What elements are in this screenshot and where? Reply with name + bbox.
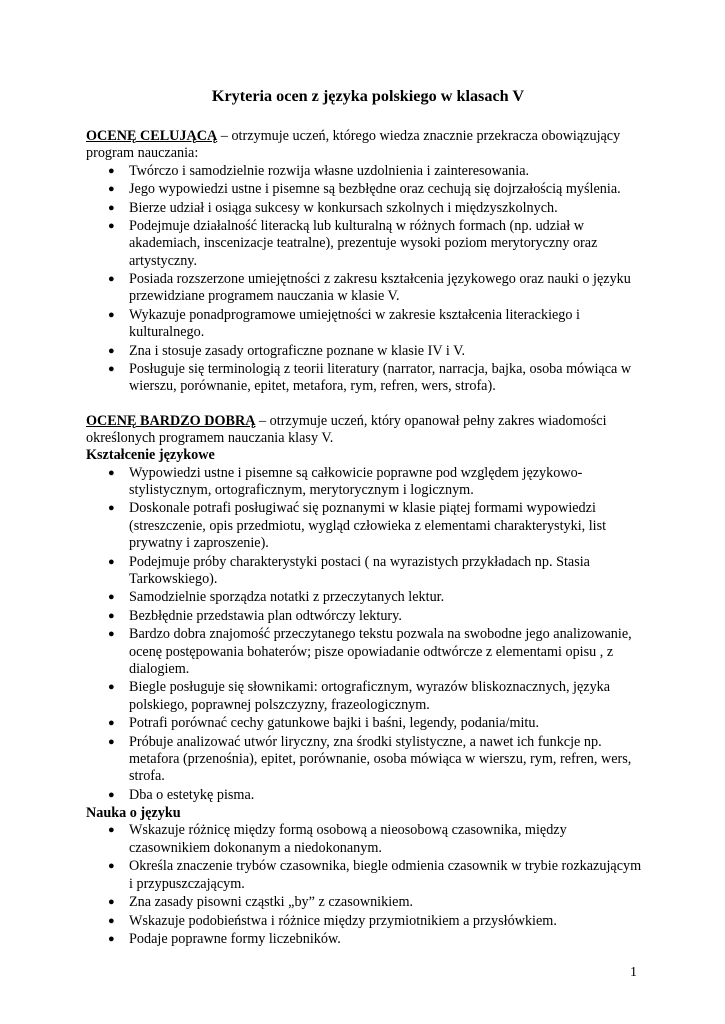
list-item [86,822,646,857]
bullet-icon: ● [108,502,115,515]
bardzo-dobra-intro [86,413,646,448]
list-item [86,271,646,306]
list-item [86,163,646,180]
subheading-nauka: Nauka o języku [86,805,181,822]
section-bardzo-dobra [86,413,646,949]
list-item-text: Określa znaczenie trybów czasownika, biegle odmienia czasownik w trybie rozkazującym i przypuszczającym. [129,858,642,892]
list-item [86,343,646,360]
bullet-icon: ● [108,681,115,694]
bullet-icon: ● [108,344,115,357]
list-item-text: Potrafi porównać cechy gatunkowe bajki i baśni, legendy, podania/mitu. [129,715,540,732]
bullet-icon: ● [108,273,115,286]
list-item-text: Dba o estetykę pisma. [129,786,255,803]
bullet-icon: ● [108,717,115,730]
nauka-list [86,822,646,948]
grade-label-bardzo-dobra: OCENĘ BARDZO DOBRĄ [86,412,256,429]
list-item [86,307,646,342]
list-item [86,589,646,606]
section-celujaca [86,128,646,396]
bullet-icon: ● [108,896,115,909]
list-item [86,608,646,625]
list-item-text: Wykazuje ponadprogramowe umiejętności w zakresie kształcenia literackiego i kulturalnego. [129,306,580,341]
list-item-text: Wskazuje podobieństwa i różnice między przymiotnikiem a przysłówkiem. [129,912,557,929]
bullet-icon: ● [108,183,115,196]
list-item-text: Podejmuje próby charakterystyki postaci ( na wyrazistych przykładach np. Stasia Tarkowskiego). [129,553,590,587]
list-item [86,913,646,930]
list-item [86,218,646,270]
list-item [86,181,646,198]
list-item [86,200,646,217]
list-item-text: Zna zasady pisowni cząstki „by” z czasownikiem. [129,894,414,911]
bullet-icon: ● [108,220,115,233]
list-item-text: Bezbłędnie przedstawia plan odtwórczy lektury. [129,607,402,624]
list-item [86,679,646,714]
subheading-ksztalcenie: Kształcenie językowe [86,447,215,464]
celujaca-intro [86,128,646,163]
list-item [86,931,646,948]
list-item-text: Podejmuje działalność literacką lub kulturalną w różnych formach (np. udział w akademiach, inscenizacje teatralne), prezentuje wysoki poziom merytoryczny oraz artystyczny. [129,218,598,269]
bullet-icon: ● [108,933,115,945]
bullet-icon: ● [108,308,115,321]
bullet-icon: ● [108,788,115,801]
list-item-text: Twórczo i samodzielnie rozwija własne uzdolnienia i zainteresowania. [129,162,530,179]
list-item-text: Posiada rozszerzone umiejętności z zakresu kształcenia językowego oraz nauki o języku przewidziane programem nauczania w klasie V. [129,271,631,305]
ksztalcenie-list [86,465,646,804]
bullet-icon: ● [108,591,115,604]
bullet-icon: ● [108,555,115,568]
celujaca-intro-text: – otrzymuje uczeń, którego wiedza znacznie przekracza obowiązujący program nauczania: [86,128,621,162]
grade-label-celujaca: OCENĘ CELUJĄCĄ [86,128,218,144]
bullet-icon: ● [108,914,115,927]
list-item [86,554,646,589]
list-item-text: Próbuje analizować utwór liryczny, zna środki stylistyczne, a nawet ich funkcje np. metafora (przenośnia), epitet, porównanie, osoba mówiąca w wierszu, rym, refren, wers, strofa. [129,733,632,785]
list-item [86,894,646,911]
list-item [86,858,646,893]
list-item [86,465,646,500]
list-item-text: Doskonale potrafi posługiwać się poznanymi w klasie piątej formami wypowiedzi (streszczenie, opis przedmiotu, wygląd człowieka z elementami charakterystyki, list prywatny i zaproszenie). [129,500,607,552]
bullet-icon: ● [108,609,115,622]
document-page [86,86,646,965]
list-item-text: Podaje poprawne formy liczebników. [129,931,341,947]
bullet-icon: ● [108,164,115,177]
list-item-text: Posługuje się terminologią z teorii literatury (narrator, narracja, bajka, osoba mówiąca w wierszu, porównanie, epitet, metafora, rym, refren, wers, strofa). [129,361,632,395]
bullet-icon: ● [108,201,115,214]
bullet-icon: ● [108,824,115,837]
bardzo-dobra-intro-text: – otrzymuje uczeń, który opanował pełny zakres wiadomości określonych programem nauczania klasy V. [86,412,607,447]
bullet-icon: ● [108,735,115,748]
list-item-text: Wypowiedzi ustne i pisemne są całkowicie poprawne pod względem językowo-stylistycznym, ortograficznym, merytorycznym i logicznym. [129,464,583,498]
bullet-icon: ● [108,466,115,479]
list-item [86,500,646,552]
list-item-text: Bierze udział i osiąga sukcesy w konkursach szkolnych i międzyszkolnych. [129,199,558,216]
bullet-icon: ● [108,363,115,376]
bullet-icon: ● [108,628,115,641]
list-item-text: Jego wypowiedzi ustne i pisemne są bezbłędne oraz cechują się dojrzałością myślenia. [129,181,621,198]
list-item [86,715,646,732]
celujaca-list [86,163,646,396]
list-item-text: Zna i stosuje zasady ortograficzne poznane w klasie IV i V. [129,342,466,359]
list-item-text: Bardzo dobra znajomość przeczytanego tekstu pozwala na swobodne jego analizowanie, ocenę postępowania bohaterów; pisze opowiadanie odtwórcze z elementami opisu , z dialogiem. [129,626,632,677]
list-item-text: Wskazuje różnicę między formą osobową a nieosobową czasownika, między czasownikiem dokonanym a niedokonanym. [129,822,567,856]
list-item [86,626,646,678]
document-title: Kryteria ocen z języka polskiego w klasach V [211,87,525,105]
list-item-text: Samodzielnie sporządza notatki z przeczytanych lektur. [129,589,445,606]
list-item [86,361,646,396]
bullet-icon: ● [108,860,115,873]
list-item [86,787,646,804]
page-number: 1 [630,965,637,980]
list-item-text: Biegle posługuje się słownikami: ortograficznym, wyrazów bliskoznacznych, języka polskiego, poprawnej polszczyzny, frazeologicznym. [129,679,611,713]
list-item [86,734,646,786]
